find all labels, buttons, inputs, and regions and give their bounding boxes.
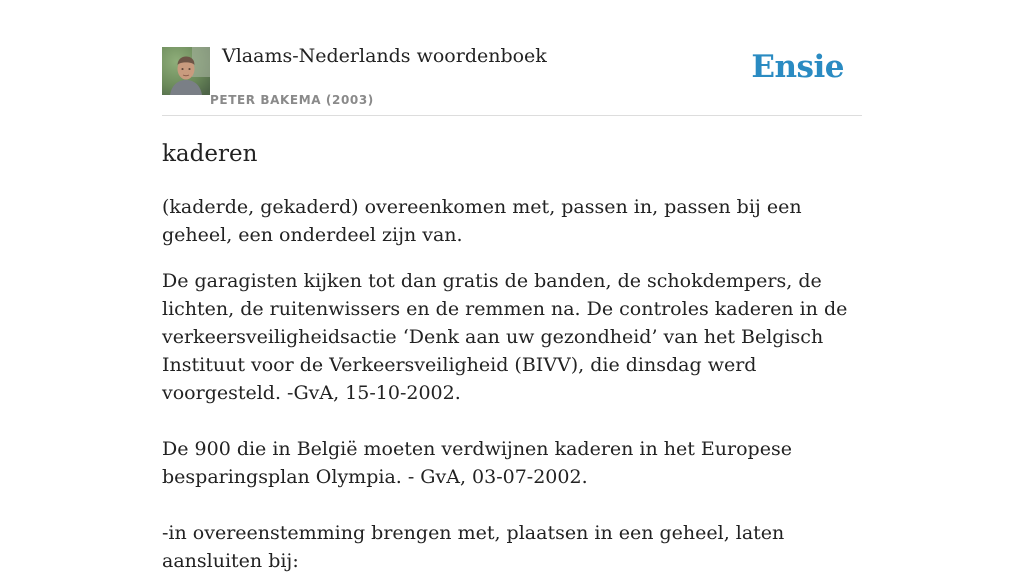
author-name[interactable]: PETER BAKEMA (2003) — [210, 93, 374, 107]
headword: kaderen — [162, 141, 258, 167]
header — [162, 0, 862, 116]
person-avatar-icon — [162, 47, 210, 95]
definition: (kaderde, gekaderd) overeenkomen met, passen in, passen bij een geheel, een onderdeel zijn van. — [162, 196, 802, 246]
examples: De garagisten kijken tot dan gratis de banden, de schokdempers, de lichten, de ruitenwissers en de remmen na. De controles kaderen in de verkeersveiligheidsactie ‘Denk aan uw gezondheid’ van het Belgisch Instituut voor de Verkeersveiligheid (BIVV), die dinsdag werd voorgesteld. -GvA, 15-10-2002. De 900 die in België moeten verdwijnen kaderen in het Europese besparingsplan Olympia. - GvA, 03-07-2002. -in overeenstemming brengen met, plaatsen in een geheel, laten aansluiten bij: — [162, 270, 848, 572]
author-avatar[interactable] — [162, 47, 210, 95]
dictionary-title-link[interactable]: Vlaams-Nederlands woordenboek — [222, 45, 547, 67]
ensie-logo[interactable]: Ensie — [751, 49, 844, 85]
entry-container — [162, 0, 862, 572]
